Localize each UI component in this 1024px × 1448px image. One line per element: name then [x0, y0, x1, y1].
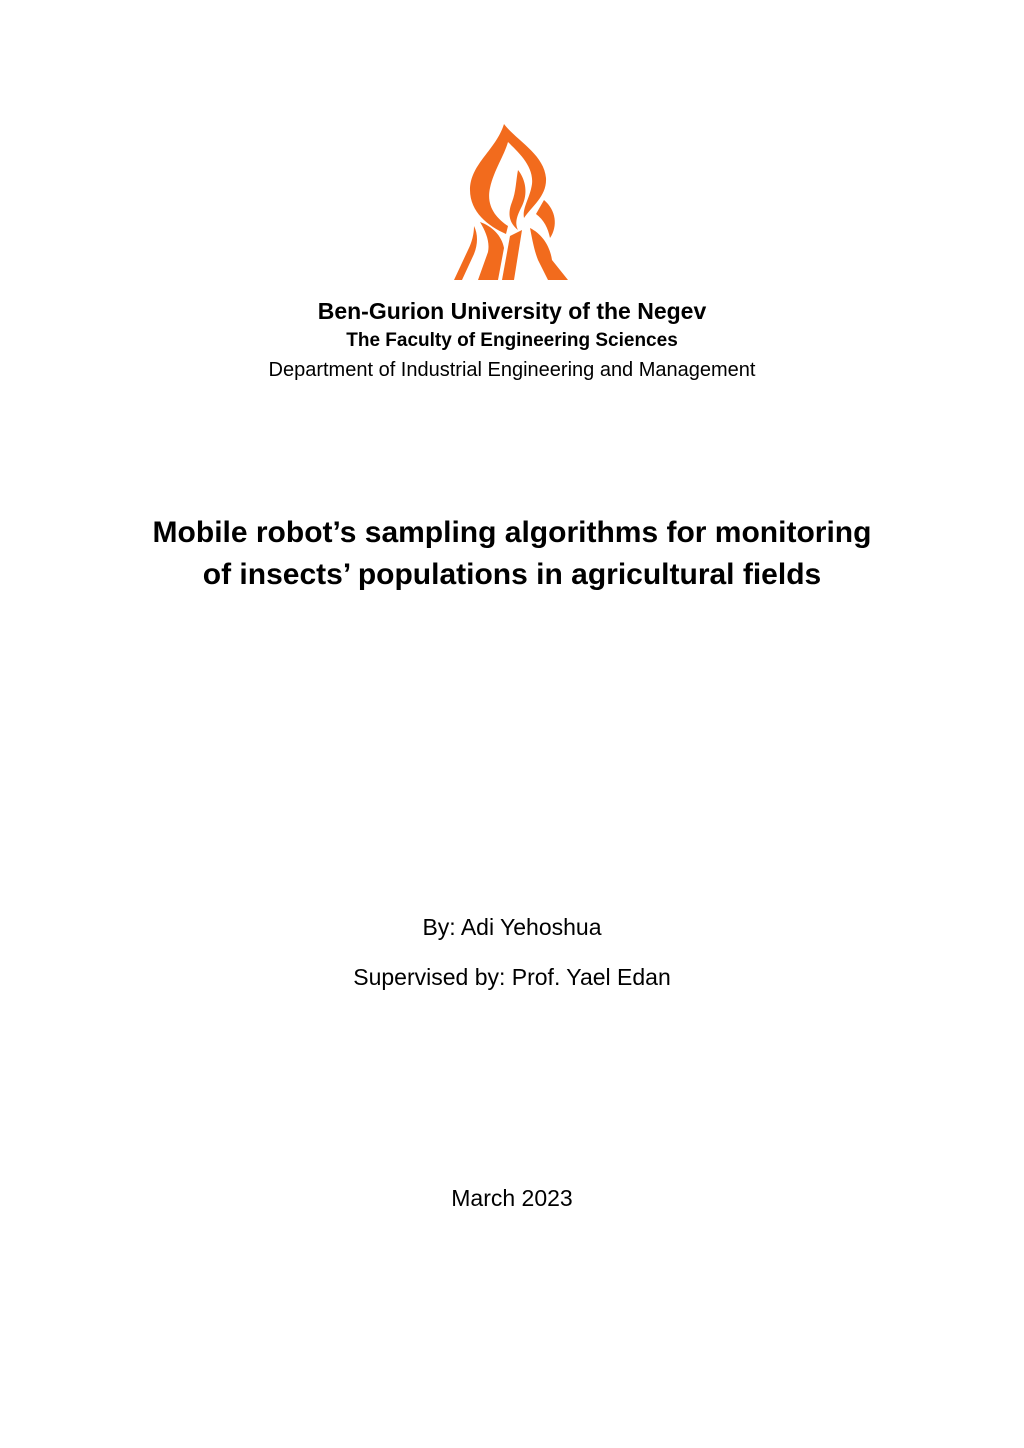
department-name: Department of Industrial Engineering and Management — [268, 359, 756, 381]
supervisor-line: Supervised by: Prof. Yael Edan — [353, 964, 671, 990]
university-logo — [452, 122, 572, 282]
publication-date: March 2023 — [451, 1185, 573, 1211]
university-name: Ben-Gurion University of the Negev — [317, 298, 707, 324]
faculty-name: The Faculty of Engineering Sciences — [346, 330, 678, 351]
thesis-title: Mobile robot’s sampling algorithms for monitoring of insects’ populations in agricultural fields — [152, 516, 872, 591]
author-line: By: Adi Yehoshua — [422, 914, 602, 940]
